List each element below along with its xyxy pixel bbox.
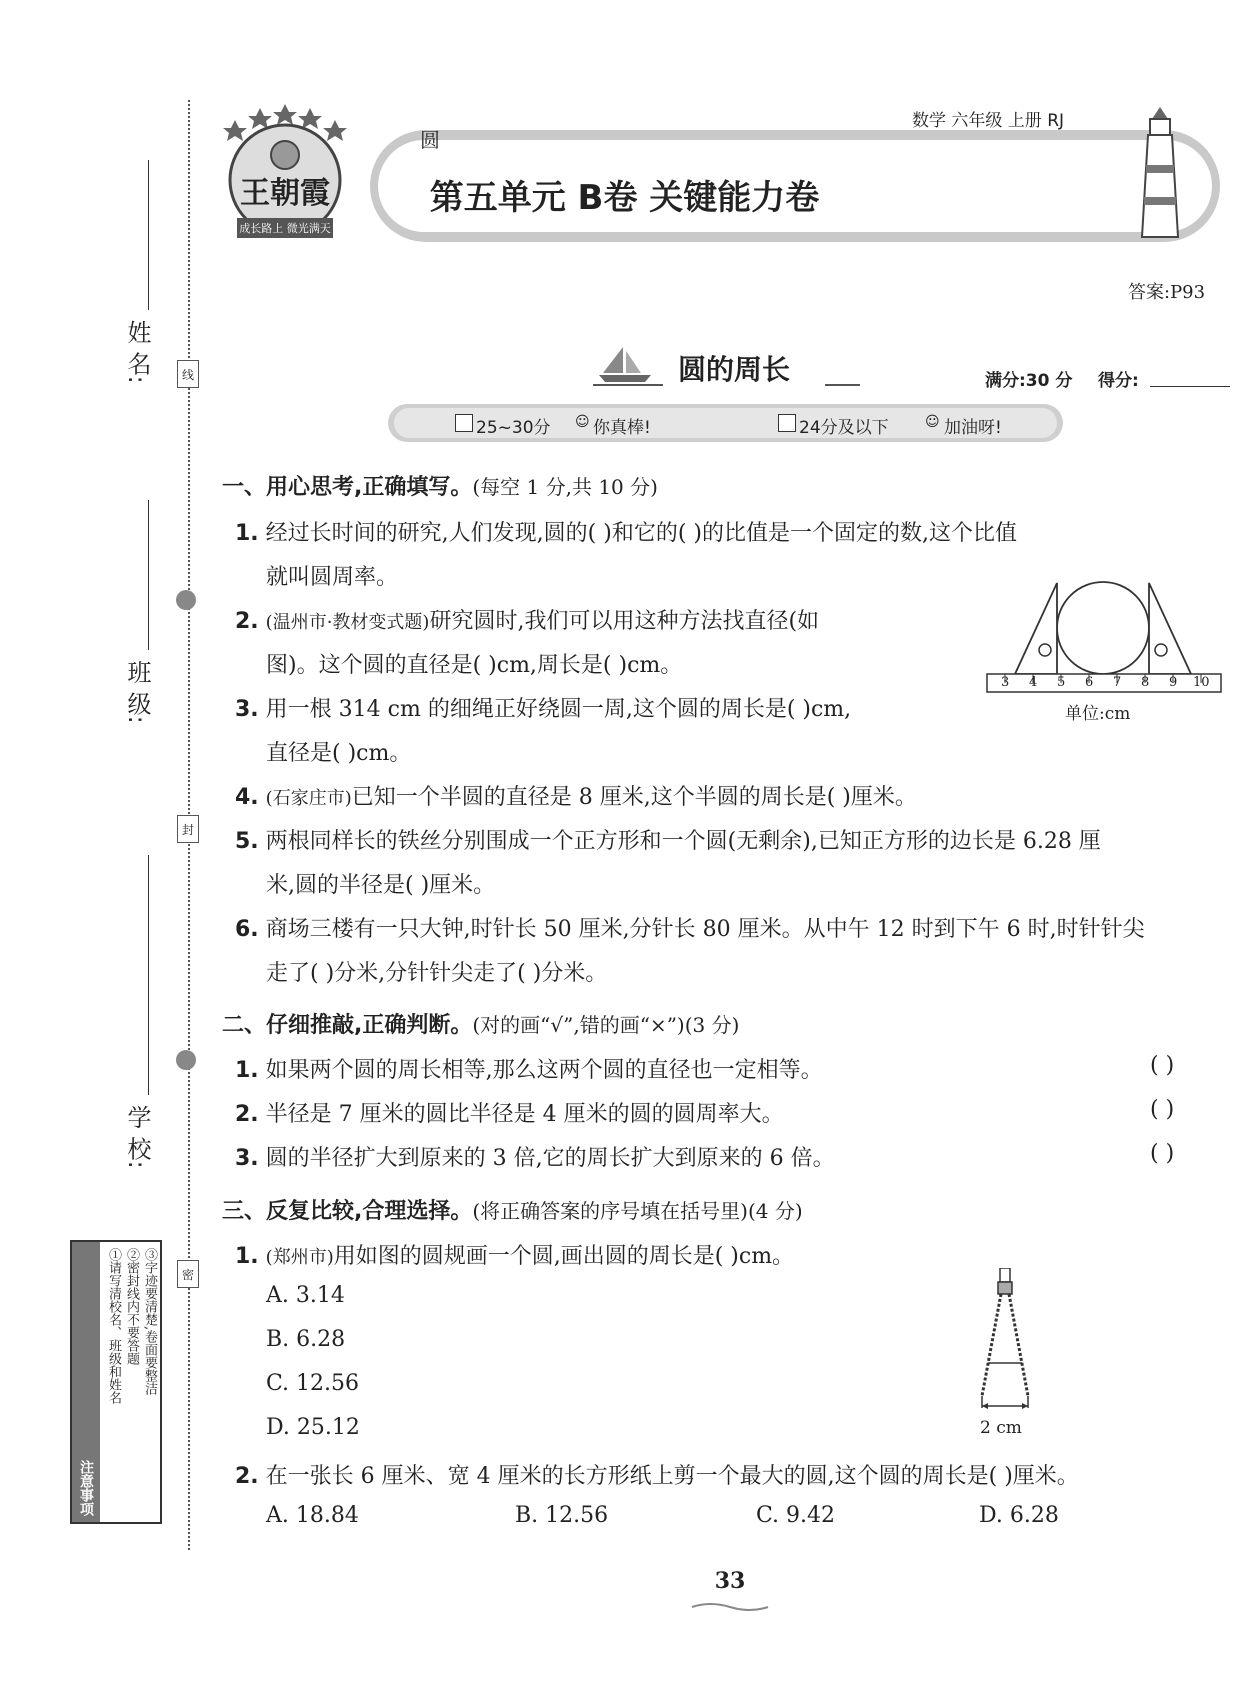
s3-q1-option-a: A. 3.14	[266, 1283, 345, 1308]
topic-underline-left	[593, 384, 663, 386]
s1-q2	[235, 604, 819, 635]
q-text: 圆的半径扩大到原来的 3 倍,它的周长扩大到原来的 6 倍。	[265, 1146, 835, 1171]
sailboat-icon	[593, 345, 663, 385]
lighthouse-icon	[1130, 105, 1190, 240]
ruler-ticks	[985, 675, 1225, 691]
q-number: 2.	[235, 1464, 259, 1489]
s3-q2-option-d: D. 6.28	[979, 1503, 1059, 1528]
logo-text: 王朝霞	[240, 176, 330, 211]
section1-note: (每空 1 分,共 10 分)	[472, 475, 658, 499]
logo-motto: 成长路上 微光满天	[239, 222, 331, 235]
s1-q1	[235, 516, 1017, 547]
q-number: 1.	[235, 1244, 259, 1269]
q-number: 2.	[235, 1102, 259, 1127]
q-text: 两根同样长的铁丝分别围成一个正方形和一个圆(无剩余),已知正方形的边长是 6.28 厘	[265, 829, 1101, 854]
section2-header	[222, 1008, 739, 1039]
chapter-label: 圆	[420, 128, 440, 152]
notice-item: ②密封线内不要答题	[124, 1248, 139, 1365]
s1-q6	[235, 912, 1145, 943]
rating-checkbox-high[interactable]	[455, 414, 473, 432]
rating-low-msg: 加油呀!	[944, 418, 1002, 438]
page-number: 33	[714, 1568, 746, 1594]
q-number: 1.	[235, 1058, 259, 1083]
s1-q1-line2: 就叫圆周率。	[266, 565, 399, 590]
q-number: 1.	[235, 521, 259, 546]
judge-answer-blank[interactable]: ( )	[1150, 1141, 1175, 1166]
q-source-tag: (郑州市)	[265, 1247, 334, 1268]
figure-unit: 单位:cm	[1065, 704, 1131, 724]
section2-title: 二、仔细推敲,正确判断。	[222, 1013, 473, 1038]
q-source-tag: (石家庄市)	[265, 788, 352, 809]
s1-q2-line2: 图)。这个圆的直径是( )cm,周长是( )cm。	[266, 653, 683, 678]
judge-answer-blank[interactable]: ( )	[1150, 1097, 1175, 1122]
judge-answer-blank[interactable]: ( )	[1150, 1053, 1175, 1078]
section1-header	[222, 470, 658, 501]
score-field[interactable]	[1150, 386, 1230, 387]
notice-item: ③字迹要清楚,卷面要整洁	[142, 1248, 157, 1396]
s3-q2-option-a: A. 18.84	[266, 1503, 359, 1528]
wave-icon	[690, 1598, 770, 1610]
q-text: 在一张长 6 厘米、宽 4 厘米的长方形纸上剪一个最大的圆,这个圆的周长是( )厘米。	[265, 1464, 1079, 1489]
bird-icon	[176, 590, 196, 610]
q-number: 4.	[235, 785, 259, 810]
q-text: 商场三楼有一只大钟,时针长 50 厘米,分针长 80 厘米。从中午 12 时到下午 6 时,时针针尖	[265, 917, 1145, 942]
q-number: 2.	[235, 609, 259, 634]
name-label: 姓 名:	[123, 320, 151, 384]
notice-item: ①请写清校名、班级和姓名	[106, 1248, 121, 1404]
s1-q4	[235, 780, 917, 811]
seal-char-line: 线	[177, 360, 199, 388]
tick-label: 4	[1029, 675, 1038, 690]
s1-q3	[235, 692, 851, 723]
section2-note: (对的画“√”,错的画“×”)(3 分)	[472, 1013, 740, 1037]
tick-label: 6	[1085, 675, 1094, 690]
section1-title: 一、用心思考,正确填写。	[222, 475, 473, 500]
s1-q3-line2: 直径是( )cm。	[266, 741, 412, 766]
full-score: 满分:30 分	[985, 371, 1073, 391]
s3-q1-option-d: D. 25.12	[266, 1415, 360, 1440]
s2-q3	[235, 1141, 835, 1172]
q-text: 如果两个圆的周长相等,那么这两个圆的直径也一定相等。	[265, 1058, 823, 1083]
s3-q2-option-c: C. 9.42	[756, 1503, 836, 1528]
topic-title: 圆的周长	[678, 353, 791, 386]
q-text: 用如图的圆规画一个圆,画出圆的周长是( )cm。	[333, 1244, 795, 1269]
s3-q2-option-b: B. 12.56	[515, 1503, 609, 1528]
compass-label: 2 cm	[980, 1418, 1022, 1438]
q-number: 3.	[235, 697, 259, 722]
q-number: 6.	[235, 917, 259, 942]
ruler-circle-figure	[985, 575, 1225, 725]
page-title: 第五单元 B卷 关键能力卷	[429, 178, 820, 218]
school-field[interactable]	[148, 855, 149, 1095]
s3-q1	[235, 1239, 794, 1270]
tick-label: 7	[1113, 675, 1122, 690]
tick-label: 5	[1057, 675, 1066, 690]
section3-title: 三、反复比较,合理选择。	[222, 1199, 473, 1224]
section3-note: (将正确答案的序号填在括号里)(4 分)	[472, 1199, 803, 1223]
rating-low-range: 24分及以下	[799, 418, 889, 438]
tick-label: 10	[1193, 675, 1210, 690]
q-text: 用一根 314 cm 的细绳正好绕圆一周,这个圆的周长是( )cm,	[265, 697, 852, 722]
answer-ref: 答案:P93	[1128, 282, 1206, 303]
seal-char-secret: 密	[177, 1260, 199, 1288]
cheer-icon: ☺	[925, 414, 940, 430]
q-text: 半径是 7 厘米的圆比半径是 4 厘米的圆的圆周率大。	[265, 1102, 784, 1127]
score-label: 得分:	[1098, 371, 1139, 391]
notice-title: 注意事项	[72, 1242, 100, 1522]
tick-label: 8	[1141, 675, 1150, 690]
s3-q1-option-c: C. 12.56	[266, 1371, 360, 1396]
notice-box	[70, 1240, 162, 1524]
q-text: 已知一个半圆的直径是 8 厘米,这个半圆的周长是( )厘米。	[351, 785, 917, 810]
class-field[interactable]	[148, 500, 149, 650]
q-source-tag: (温州市·教材变式题)	[265, 612, 430, 633]
bird-icon	[176, 1050, 196, 1070]
tick-label: 3	[1001, 675, 1010, 690]
seal-char-seal: 封	[177, 815, 199, 843]
compass-figure	[970, 1268, 1040, 1443]
s2-q1	[235, 1053, 823, 1084]
s1-q5	[235, 824, 1101, 855]
q-text: 经过长时间的研究,人们发现,圆的( )和它的( )的比值是一个固定的数,这个比值	[265, 521, 1017, 546]
s2-q2	[235, 1097, 784, 1128]
section3-header	[222, 1194, 803, 1225]
s3-q2	[235, 1459, 1079, 1490]
q-number: 3.	[235, 1146, 259, 1171]
rating-checkbox-low[interactable]	[778, 414, 796, 432]
rating-high-msg: 你真棒!	[593, 418, 651, 438]
s1-q5-line2: 米,圆的半径是( )厘米。	[266, 873, 496, 898]
s1-q6-line2: 走了( )分米,分针针尖走了( )分米。	[266, 961, 608, 986]
topic-underline-right	[825, 384, 860, 386]
q-number: 5.	[235, 829, 259, 854]
class-label: 班 级:	[123, 660, 151, 724]
subject-info: 数学 六年级 上册 RJ	[912, 111, 1065, 131]
tick-label: 9	[1169, 675, 1178, 690]
school-label: 学 校:	[123, 1105, 151, 1169]
rating-high-range: 25~30分	[476, 418, 551, 438]
q-text: 研究圆时,我们可以用这种方法找直径(如	[429, 609, 820, 634]
smile-icon: ☺	[575, 414, 590, 430]
s3-q1-option-b: B. 6.28	[266, 1327, 346, 1352]
